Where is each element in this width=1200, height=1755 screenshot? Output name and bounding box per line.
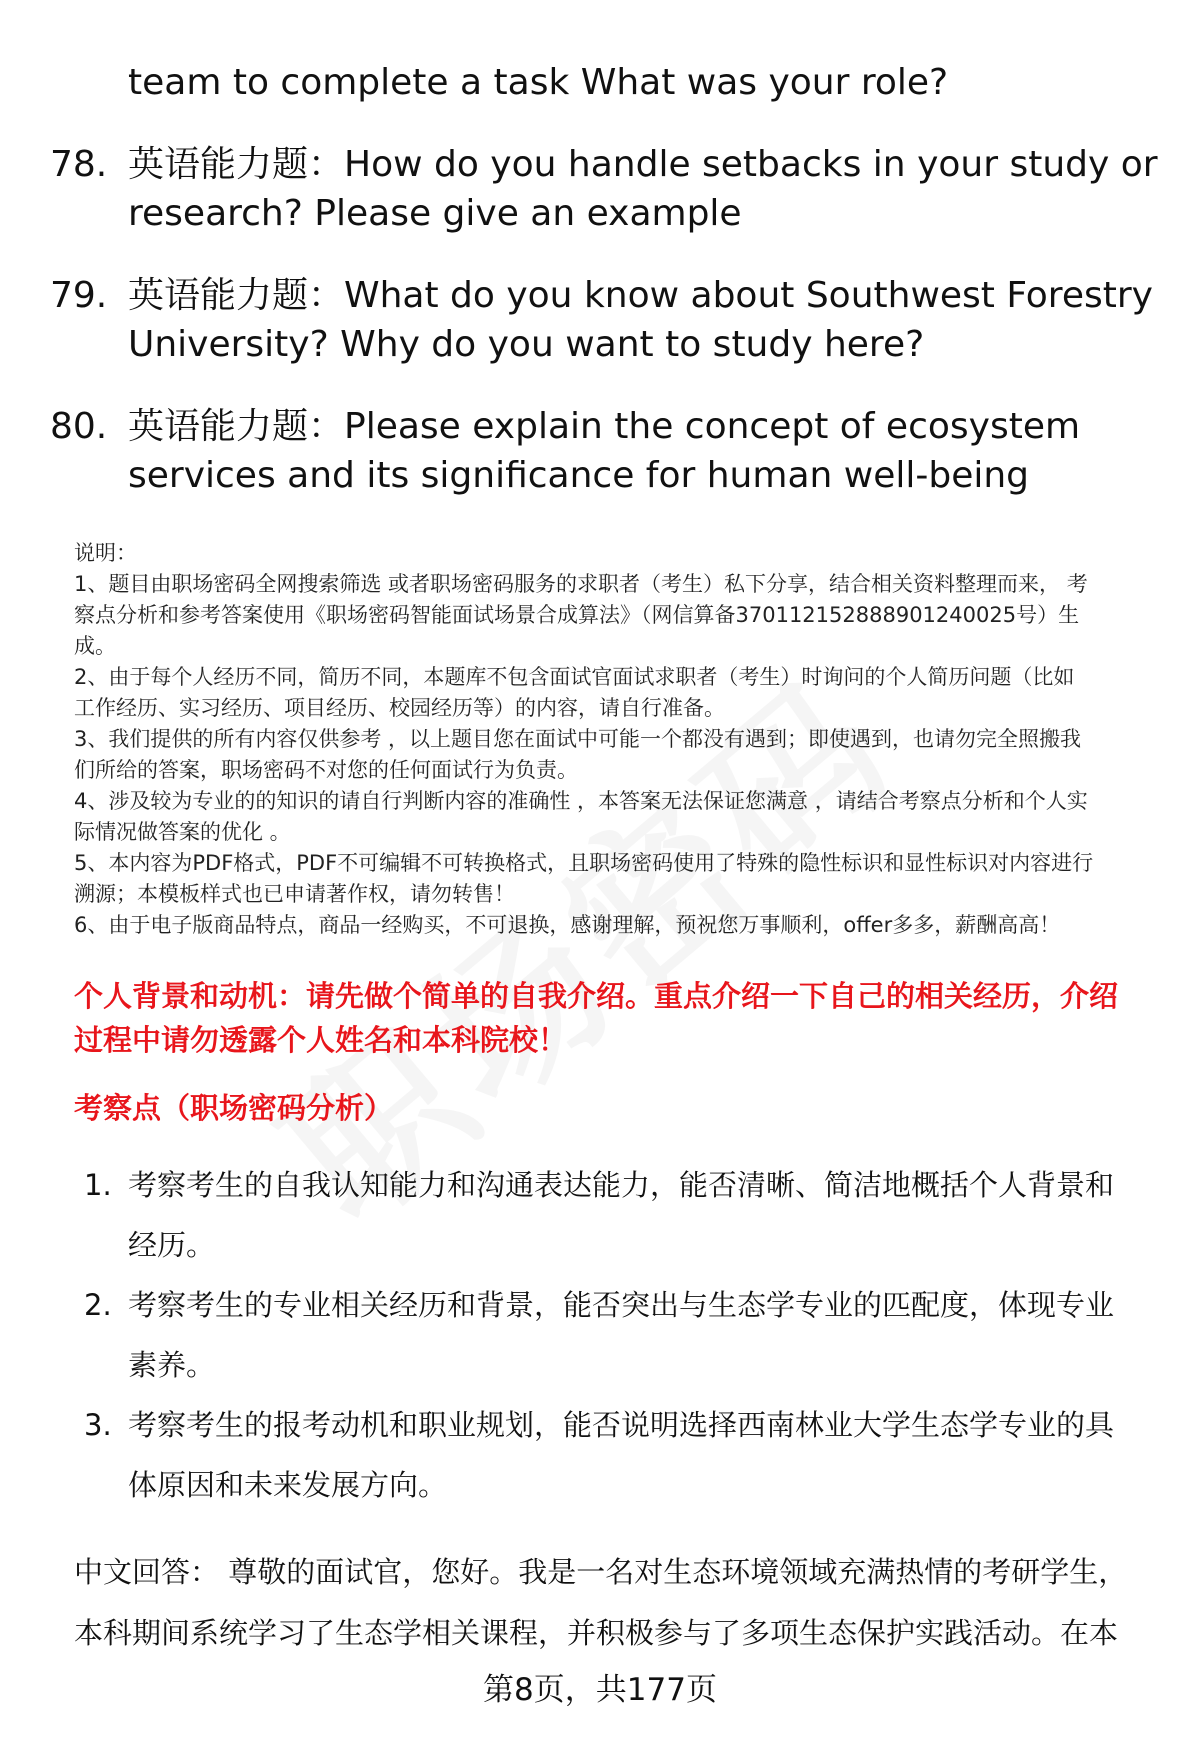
- question-list: [50, 58, 1160, 533]
- analysis-item: [74, 1395, 1154, 1515]
- notes-line: 2、由于每个人经历不同，简历不同，本题库不包含面试官面试求职者（考生）时询问的个人简历问题（比如: [74, 665, 1075, 689]
- question-item-80: [50, 402, 1160, 500]
- notes-line: 工作经历、实习经历、项目经历、校园经历等）的内容，请自行准备。: [74, 696, 725, 720]
- notes-line: 1、题目由职场密码全网搜索筛选 或者职场密码服务的求职者（考生）私下分享，结合相关资料整理而来， 考: [74, 572, 1088, 596]
- question-line: research? Please give an example: [128, 193, 742, 234]
- analysis-number: 1.: [84, 1168, 112, 1202]
- question-line: 英语能力题：What do you know about Southwest Forestry: [128, 275, 1153, 316]
- answer-block: [74, 1542, 1154, 1664]
- notes-block: [74, 538, 1164, 941]
- analysis-list: [74, 1155, 1154, 1515]
- analysis-line: 体原因和未来发展方向。: [128, 1468, 448, 1502]
- notes-line: 4、涉及较为专业的的知识的请自行判断内容的准确性 ，本答案无法保证您满意 ，请结合考察点分析和个人实: [74, 789, 1088, 813]
- analysis-line: 经历。: [128, 1228, 216, 1262]
- section-heading: [74, 974, 1164, 1062]
- question-item-78: [50, 140, 1160, 238]
- question-number: 79.: [50, 275, 108, 316]
- notes-line: 察点分析和参考答案使用《职场密码智能面试场景合成算法》（网信算备370112152888901240025号）生: [74, 603, 1080, 627]
- notes-title: 说明：: [74, 541, 137, 565]
- analysis-number: 3.: [84, 1408, 112, 1442]
- question-line: services and its significance for human well-being: [128, 455, 1030, 496]
- question-item-79: [50, 271, 1160, 369]
- question-number: 78.: [50, 144, 108, 185]
- analysis-item: [74, 1155, 1154, 1275]
- question-line: University? Why do you want to study here?: [128, 324, 925, 365]
- question-line: 英语能力题：Please explain the concept of ecosystem: [128, 406, 1081, 447]
- notes-line: 5、本内容为PDF格式，PDF不可编辑不可转换格式，且职场密码使用了特殊的隐性标识和显性标识对内容进行: [74, 851, 1094, 875]
- notes-line: 6、由于电子版商品特点，商品一经购买，不可退换，感谢理解，预祝您万事顺利，offer多多，薪酬高高！: [74, 913, 1061, 937]
- notes-line: 溯源；本模板样式也已申请著作权，请勿转售！: [74, 882, 515, 906]
- notes-line: 成。: [74, 634, 116, 658]
- analysis-number: 2.: [84, 1288, 112, 1322]
- notes-line: 际情况做答案的优化 。: [74, 820, 291, 844]
- analysis-line: 考察考生的报考动机和职业规划，能否说明选择西南林业大学生态学专业的具: [128, 1408, 1115, 1442]
- analysis-line: 素养。: [128, 1348, 216, 1382]
- analysis-item: [74, 1275, 1154, 1395]
- answer-line: 本科期间系统学习了生态学相关课程，并积极参与了多项生态保护实践活动。在本: [74, 1616, 1119, 1650]
- question-line: 英语能力题：How do you handle setbacks in your study or: [128, 144, 1158, 185]
- analysis-line: 考察考生的专业相关经历和背景，能否突出与生态学专业的匹配度，体现专业: [128, 1288, 1115, 1322]
- notes-line: 3、我们提供的所有内容仅供参考 ，以上题目您在面试中可能一个都没有遇到；即使遇到，也请勿完全照搬我: [74, 727, 1082, 751]
- question-number: 80.: [50, 406, 108, 447]
- analysis-line: 考察考生的自我认知能力和沟通表达能力，能否清晰、简洁地概括个人背景和: [128, 1168, 1115, 1202]
- analysis-heading: 考察点（职场密码分析）: [74, 1091, 394, 1125]
- notes-line: 们所给的答案，职场密码不对您的任何面试行为负责。: [74, 758, 578, 782]
- section-heading-line: 过程中请勿透露个人姓名和本科院校！: [74, 1023, 568, 1057]
- page-footer: 第8页，共177页: [483, 1672, 717, 1708]
- answer-line: 中文回答： 尊敬的面试官，您好。我是一名对生态环境领域充满热情的考研学生，: [74, 1555, 1128, 1589]
- section-heading-line: 个人背景和动机：请先做个简单的自我介绍。重点介绍一下自己的相关经历，介绍: [74, 979, 1119, 1013]
- question-continuation: team to complete a task What was your role?: [128, 62, 949, 103]
